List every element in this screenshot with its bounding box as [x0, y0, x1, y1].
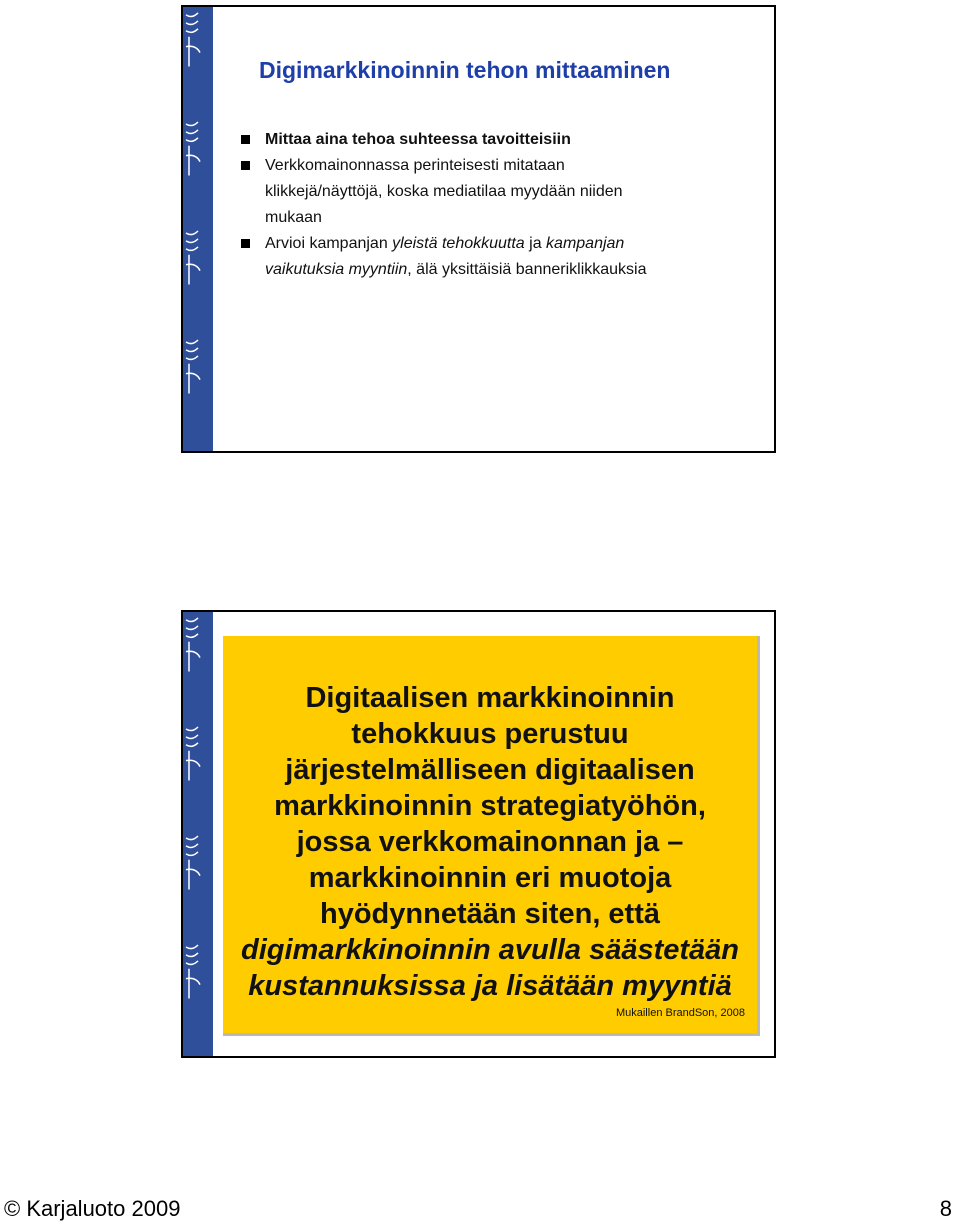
copyright-footer: © Karjaluoto 2009 — [4, 1196, 181, 1221]
highlight-quote — [223, 680, 757, 1004]
square-bullet-icon — [241, 135, 250, 144]
bullet-text: Verkkomainonnassa perinteisesti mitataan — [265, 157, 565, 174]
square-bullet-icon — [241, 161, 250, 170]
highlight-box — [223, 636, 760, 1036]
bullet-text: , älä yksittäisiä banneriklikkauksia — [407, 261, 647, 278]
bullet-text: ja — [524, 235, 547, 252]
bullet-text: klikkejä/näyttöjä, koska mediatilaa myydään niiden — [265, 183, 623, 200]
quote-line: tehokkuus perustuu — [351, 718, 629, 750]
list-item — [241, 153, 741, 231]
source-citation: Mukaillen BrandSon, 2008 — [615, 1007, 745, 1019]
sidebar-decoration — [183, 612, 213, 1056]
slide-title: Digimarkkinoinnin tehon mittaaminen — [259, 57, 671, 83]
quote-line: hyödynnetään siten, että — [319, 898, 660, 930]
list-item — [241, 127, 741, 153]
quote-line: Digitaalisen markkinoinnin — [305, 682, 675, 714]
bullet-emphasis: kampanjan — [546, 235, 625, 252]
quote-line: järjestelmälliseen digitaalisen — [285, 754, 695, 786]
slide-2 — [181, 610, 776, 1058]
page-number: 8 — [939, 1196, 952, 1221]
list-item — [241, 231, 741, 283]
sidebar-decoration — [183, 7, 213, 451]
emblem-pattern-icon — [183, 612, 213, 1056]
emblem-pattern-icon — [183, 7, 213, 451]
square-bullet-icon — [241, 239, 250, 248]
quote-line-emphasis: digimarkkinoinnin avulla säästetään — [241, 934, 739, 966]
slide-1 — [181, 5, 776, 453]
bullet-list — [241, 127, 741, 283]
quote-line: jossa verkkomainonnan ja – — [296, 826, 684, 858]
bullet-text: Arvioi kampanjan — [265, 235, 393, 252]
bullet-emphasis: vaikutuksia myyntiin — [265, 261, 408, 278]
bullet-text: Mittaa aina tehoa suhteessa tavoitteisiin — [265, 131, 571, 148]
bullet-emphasis: yleistä tehokkuutta — [392, 235, 525, 252]
quote-line-emphasis: kustannuksissa ja lisätään myyntiä — [248, 970, 732, 1002]
bullet-text: mukaan — [265, 209, 322, 226]
quote-line: markkinoinnin eri muotoja — [308, 862, 672, 894]
quote-line: markkinoinnin strategiatyöhön, — [274, 790, 706, 822]
